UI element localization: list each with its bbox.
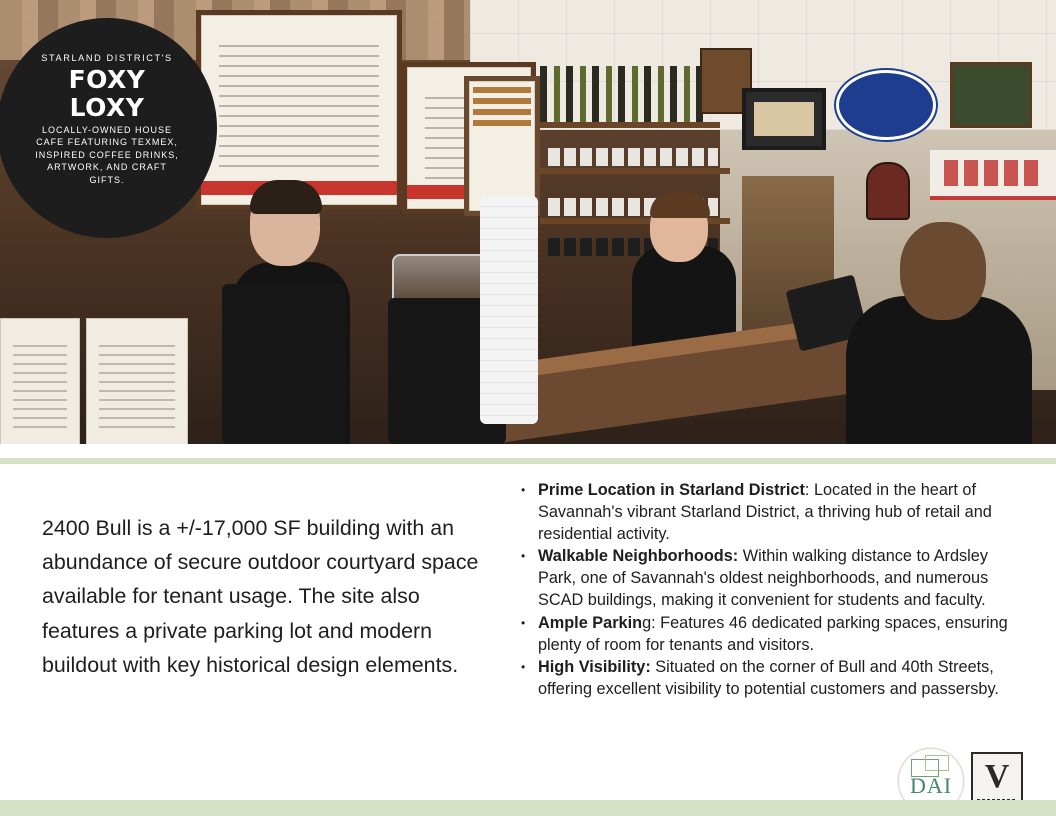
framed-sign xyxy=(742,88,826,150)
badge-description: LOCALLY-OWNED HOUSE CAFE FEATURING TEXMEX, INSPIRED COFFEE DRINKS, ARTWORK, AND CRAFT GIFTS. xyxy=(35,125,179,185)
clipboard-menu xyxy=(86,318,188,444)
dai-logo-square-icon xyxy=(925,755,949,771)
feature-text: Within walking distance to Ardsley Park, one of Savannah's oldest neighborhoods, and numerous SCAD buildings, making it convenient for students and faculty. xyxy=(538,547,989,609)
feature-list xyxy=(518,480,1030,702)
customer-head xyxy=(900,222,986,320)
feature-title: High Visibility: xyxy=(538,658,651,677)
footer-band xyxy=(0,800,1056,816)
foxy-loxy-badge xyxy=(0,18,217,238)
feature-item xyxy=(518,546,1030,611)
intro-paragraph: 2400 Bull is a +/-17,000 SF building with an abundance of secure outdoor courtyard space available for tenant usage. The site also features a private parking lot and modern buildout with key historical design elements. xyxy=(42,516,479,677)
feature-text: Situated on the corner of Bull and 40th Streets, offering excellent visibility to potential customers and passersby. xyxy=(538,658,999,699)
barista-left-hair xyxy=(250,180,322,214)
feature-item xyxy=(518,657,1030,701)
vintage-poster xyxy=(950,62,1032,128)
feature-title: Prime Location in Starland District xyxy=(538,481,805,499)
beer-sign xyxy=(836,70,936,140)
barista-center-hair xyxy=(650,192,710,218)
v-logo-text: V xyxy=(984,758,1010,795)
clipboard-menu xyxy=(0,318,80,444)
feature-text: : Located in the heart of Savannah's vibrant Starland District, a thriving hub of retail and residential activity. xyxy=(538,481,992,543)
shelf xyxy=(540,168,730,174)
badge-kicker: STARLAND DISTRICT'S xyxy=(41,53,173,63)
coffee-grinder xyxy=(222,284,346,444)
feature-title: Ample Parkin xyxy=(538,613,643,632)
cheese-boards-sign xyxy=(464,76,540,216)
badge-title: FOXY LOXY xyxy=(68,65,146,122)
feature-title-tail: g xyxy=(642,613,652,632)
dai-logo-text: DAI xyxy=(909,773,953,798)
paper-cup-stack xyxy=(480,196,538,424)
mug-row xyxy=(548,148,718,166)
divider-band xyxy=(0,458,1056,464)
feature-item xyxy=(518,613,1030,657)
plaque xyxy=(866,162,910,220)
bottle-shelf xyxy=(540,66,710,124)
shelf xyxy=(540,122,720,128)
neon-sign xyxy=(930,150,1056,200)
feature-text: : Features 46 dedicated parking spaces, ensuring plenty of room for tenants and visitors. xyxy=(538,613,1008,654)
feature-item xyxy=(518,480,1030,545)
feature-title: Walkable Neighborhoods: xyxy=(538,547,739,566)
